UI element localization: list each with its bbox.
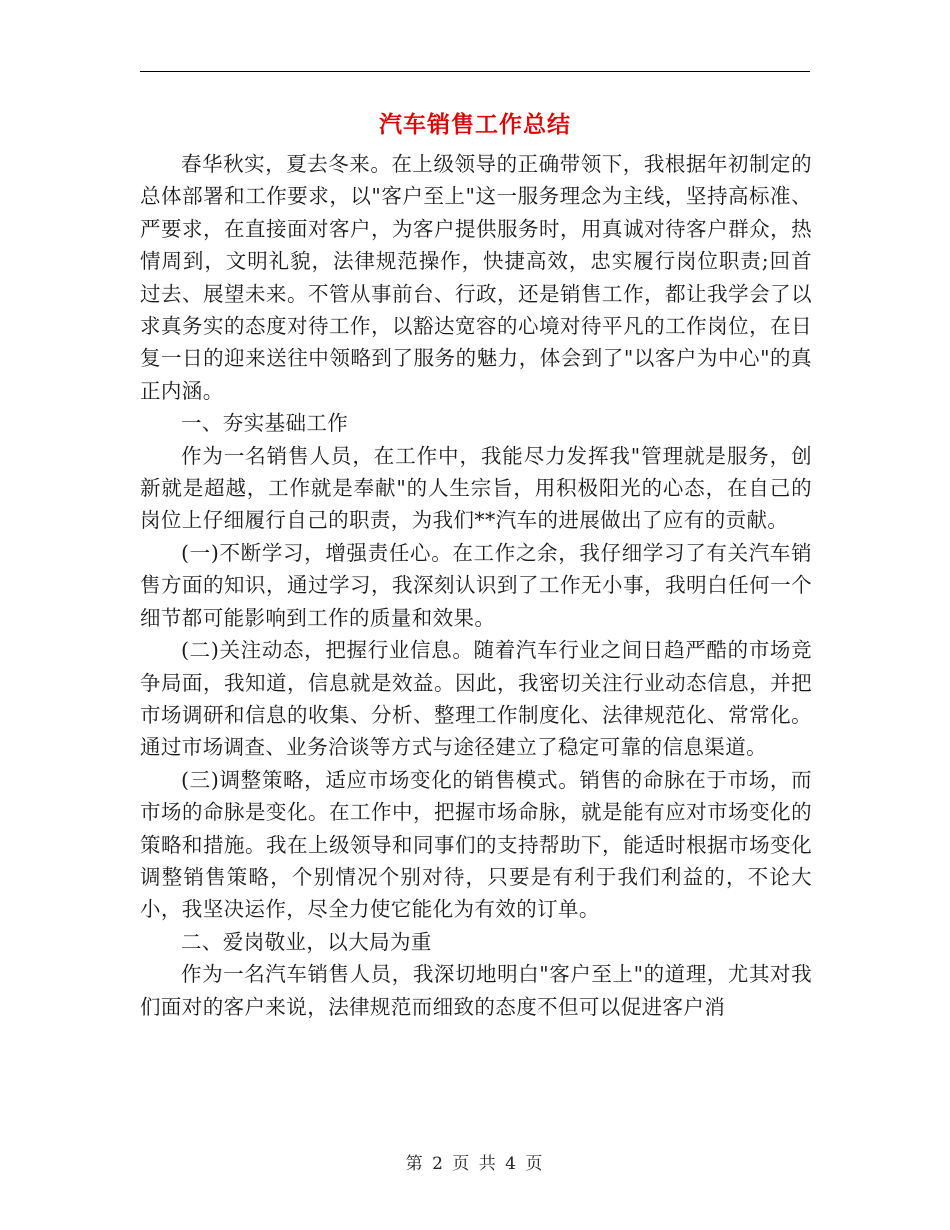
paragraph-subsection-1: (一)不断学习，增强责任心。在工作之余，我仔细学习了有关汽车销售方面的知识，通过学习，我深刻认识到了工作无小事，我明白任何一个细节都可能影响到工作的质量和效果。: [140, 540, 812, 630]
paragraph-subsection-2: (二)关注动态，把握行业信息。随着汽车行业之间日趋严酷的市场竞争局面，我知道，信息就是效益。因此，我密切关注行业动态信息，并把市场调研和信息的收集、分析、整理工作制度化、法律规范化、常常化。通过市场调查、业务洽谈等方式与途径建立了稳定可靠的信息渠道。: [140, 638, 812, 760]
page-number: 第 2 页 共 4 页: [405, 1154, 545, 1174]
header-rule: [140, 71, 810, 72]
paragraph-intro: 春华秋实，夏去冬来。在上级领导的正确带领下，我根据年初制定的总体部署和工作要求，以"客户至上"这一服务理念为主线，坚持高标准、严要求，在直接面对客户，为客户提供服务时，用真诚对待客户群众，热情周到，文明礼貌，法律规范操作，快捷高效，忠实履行岗位职责;回首过去、展望未来。不管从事前台、行政，还是销售工作，都让我学会了以求真务实的态度对待工作，以豁达宽容的心境对待平凡的工作岗位，在日复一日的迎来送往中领略到了服务的魅力，体会到了"以客户为中心"的真正内涵。: [140, 152, 812, 403]
paragraph-section-1: 作为一名销售人员，在工作中，我能尽力发挥我"管理就是服务，创新就是超越，工作就是奉献"的人生宗旨，用积极阳光的心态，在自己的岗位上仔细履行自己的职责，为我们**汽车的进展做出了应有的贡献。: [140, 443, 812, 533]
section-heading-1: 一、夯实基础工作: [181, 411, 349, 436]
section-heading-2: 二、爱岗敬业，以大局为重: [181, 929, 432, 954]
document-body: [140, 148, 812, 1023]
document-title: 汽车销售工作总结: [379, 112, 571, 138]
paragraph-subsection-3: (三)调整策略，适应市场变化的销售模式。销售的命脉在于市场，而市场的命脉是变化。在工作中，把握市场命脉，就是能有应对市场变化的策略和措施。我在上级领导和同事们的支持帮助下，能适时根据市场变化调整销售策略，个别情况个别对待，只要是有利于我们利益的，不论大小，我坚决运作，尽全力使它能化为有效的订单。: [140, 767, 812, 922]
paragraph-section-2: 作为一名汽车销售人员，我深切地明白"客户至上"的道理，尤其对我们面对的客户来说，法律规范而细致的态度不但可以促进客户消: [140, 962, 812, 1019]
